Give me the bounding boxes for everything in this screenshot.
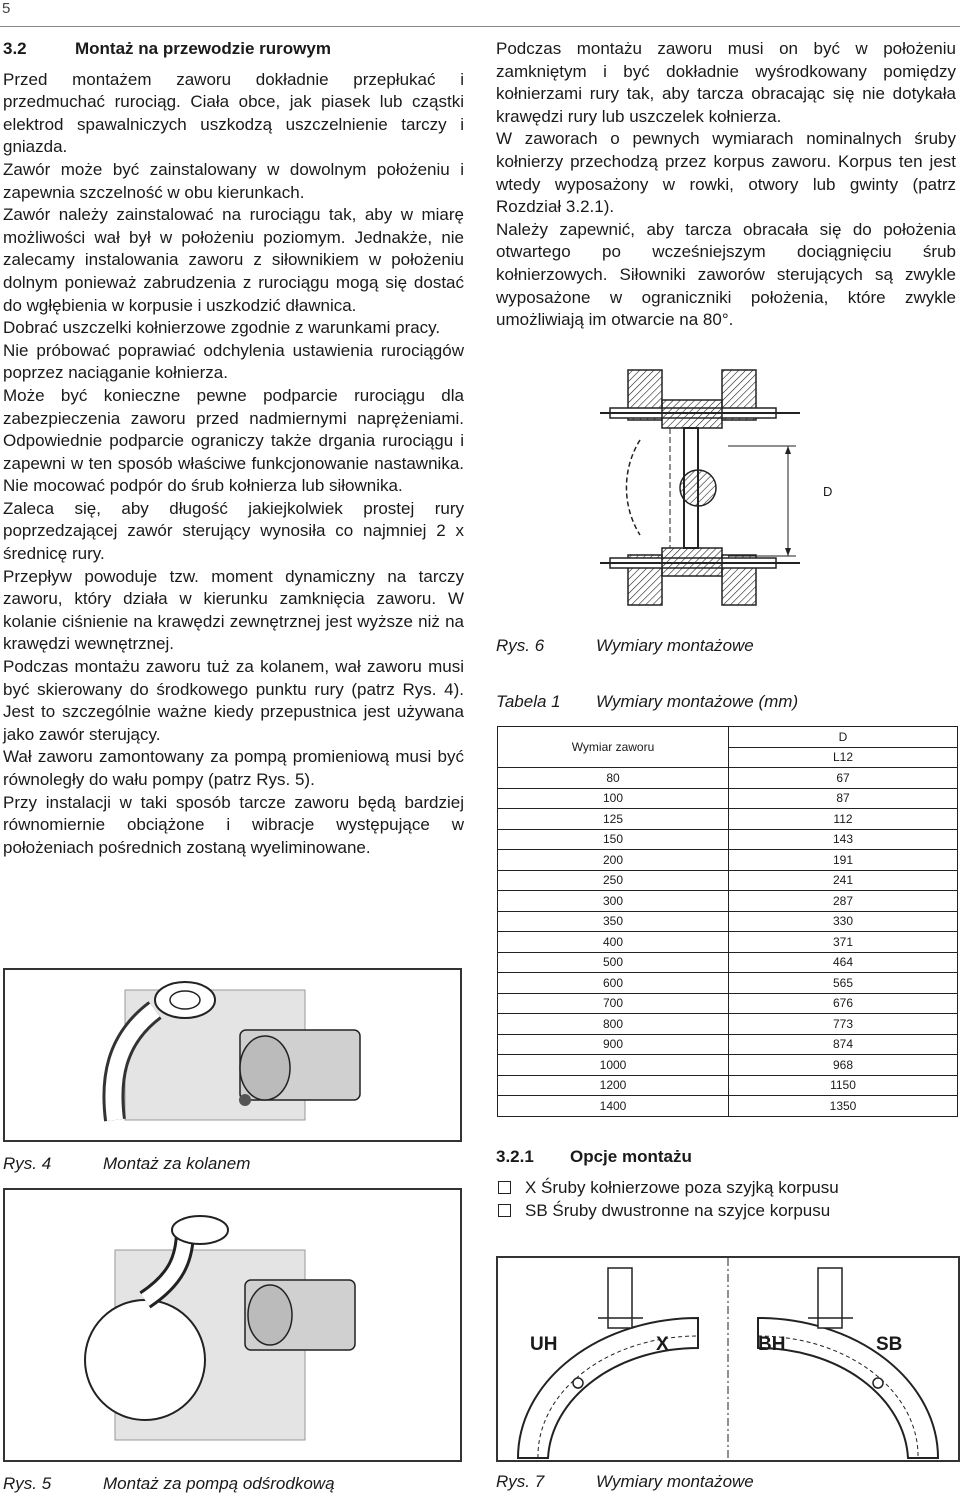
table-row (498, 850, 958, 871)
table-row (498, 1014, 958, 1035)
figure-number: Rys. 5 (3, 1474, 52, 1493)
paragraph: Przy instalacji w taki sposób tarcze zaworu będą bardziej równomiernie obciążone i wibracje występujące w położeniach pośrednich zostaną wyeliminowane. (3, 792, 464, 857)
table-row (498, 952, 958, 973)
table-cell: 330 (729, 911, 958, 932)
table-number: Tabela 1 (496, 692, 561, 711)
paragraph: Nie próbować poprawiać odchylenia ustawienia rurociągów poprzez naciąganie kołnierza. (3, 340, 464, 383)
table-cell: 565 (729, 973, 958, 994)
paragraph: Przed montażem zaworu dokładnie przepłukać i przedmuchać rurociąg. Ciała obce, jak piasek lub cząstki elektrod spawalniczych uszkodzą uszczelnienie tarczy i gniazda. (3, 69, 464, 157)
table-row (498, 829, 958, 850)
paragraph: Wał zaworu zamontowany za pompą promieniową musi być równoległy do wału pompy (patrz Rys. 5). (3, 747, 464, 789)
mounting-options-drawing (498, 1258, 958, 1460)
table-row (498, 932, 958, 953)
table-row (498, 1096, 958, 1117)
figure-title: Montaż za pompą odśrodkową (103, 1474, 335, 1493)
table-cell: 350 (498, 911, 729, 932)
table-header-d: D (729, 727, 958, 748)
figure-4-frame (3, 968, 462, 1142)
label-sb: SB (876, 1334, 903, 1355)
table-cell: 300 (498, 891, 729, 912)
table-row (498, 993, 958, 1014)
figure-number: Rys. 7 (496, 1472, 545, 1491)
mounting-options (496, 1176, 839, 1222)
table-cell: 191 (729, 850, 958, 871)
table-cell: 100 (498, 788, 729, 809)
table-cell: 80 (498, 768, 729, 789)
paragraph: Przepływ powoduje tzw. moment dynamiczny na tarczy zaworu, który działa w kierunku zamknięcia zaworu. W kolanie ciśnienie na krawędzi zewnętrznej jest wyższe niż na krawędzi wewnętrznej. (3, 566, 464, 654)
checkbox-icon (498, 1181, 511, 1194)
paragraph: W zaworach o pewnych wymiarach nominalnych śruby kołnierzy przechodzą przez korpus zaworu. Korpus ten jest wtedy wyposażony w rowki, otwory lub gwinty (patrz Rozdział 3.2.1). (496, 129, 956, 217)
table-row (498, 809, 958, 830)
table-row (498, 788, 958, 809)
table-row (498, 911, 958, 932)
table-title: Wymiary montażowe (mm) (596, 692, 799, 711)
dimensions-table (497, 726, 958, 1117)
table-cell: 200 (498, 850, 729, 871)
table-cell: 700 (498, 993, 729, 1014)
option-item (496, 1176, 839, 1199)
pump-mounting-illustration (5, 1190, 460, 1460)
table-cell: 241 (729, 870, 958, 891)
figure-number: Rys. 6 (496, 636, 545, 655)
table-cell: 1150 (729, 1075, 958, 1096)
paragraph: Należy zapewnić, aby tarcza obracała się do położenia otwartego po wcześniejszym dociągnięciu śrub kołnierzowych. Siłowniki zaworów sterujących są zwykle wyposażone w ograniczniki położenia, które zwykle umożliwiają im otwarcie na 80°. (496, 219, 956, 330)
table-cell: 968 (729, 1055, 958, 1076)
table-row (498, 870, 958, 891)
table-cell: 287 (729, 891, 958, 912)
label-uh: UH (530, 1334, 558, 1355)
figure-title: Wymiary montażowe (596, 636, 754, 655)
table-cell: 874 (729, 1034, 958, 1055)
label-bh: BH (758, 1334, 786, 1355)
paragraph: Podczas montażu zaworu musi on być w położeniu zamkniętym i być dokładnie wyśrodkowany pomiędzy kołnierzami rury tak, aby tarcza obracając się nie dotykała krawędzi rury lub uszczelek kołnierza. (496, 39, 956, 126)
table-caption (496, 692, 798, 712)
table-cell: 1200 (498, 1075, 729, 1096)
table-cell: 143 (729, 829, 958, 850)
figure-7-frame (496, 1256, 960, 1462)
option-label: SB Śruby dwustronne na szyjce korpusu (525, 1201, 831, 1220)
option-item (496, 1199, 839, 1222)
table-cell: 676 (729, 993, 958, 1014)
section-heading (3, 38, 464, 61)
dimension-label: D (823, 484, 833, 499)
paragraph: Może być konieczne pewne podparcie rurociągu dla zabezpieczenia zaworu przed nadmiernymi naprężeniami. Odpowiednie podparcie ograniczy także drgania rurociągu i zapewni w ten sposób właściwe funkcjonowanie nastawnika. Nie mocować podpór do śrub kołnierza lub siłownika. (3, 385, 464, 496)
table-cell: 112 (729, 809, 958, 830)
table-cell: 250 (498, 870, 729, 891)
header-rule (0, 26, 960, 27)
figure-caption (496, 636, 754, 656)
section-title: Montaż na przewodzie rurowym (75, 39, 331, 58)
right-column (496, 38, 956, 332)
label-x: X (656, 1334, 669, 1355)
figure-5-frame (3, 1188, 462, 1462)
figure-caption (3, 1154, 250, 1174)
table-row (498, 1055, 958, 1076)
figure-title: Wymiary montażowe (596, 1472, 754, 1491)
subsection-heading (496, 1147, 692, 1167)
section-number: 3.2 (3, 39, 27, 58)
valve-section-drawing (600, 360, 800, 615)
table-cell: 464 (729, 952, 958, 973)
subsection-title: Opcje montażu (570, 1147, 692, 1166)
table-row (498, 891, 958, 912)
table-row (498, 1075, 958, 1096)
table-cell: 600 (498, 973, 729, 994)
table-cell: 87 (729, 788, 958, 809)
paragraph: Podczas montażu zaworu tuż za kolanem, wał zaworu musi być skierowany do środkowego punktu rury (patrz Rys. 4). Jest to szczególnie ważne kiedy przepustnica jest używana jako zawór sterujący. (3, 657, 464, 744)
figure-number: Rys. 4 (3, 1154, 52, 1173)
paragraph: Zawór może być zainstalowany w dowolnym położeniu i zapewnia szczelność w obu kierunkach. (3, 159, 464, 202)
figure-title: Montaż za kolanem (103, 1154, 251, 1173)
table-header-size: Wymiar zaworu (498, 727, 729, 768)
figure-caption (3, 1474, 335, 1494)
figure-caption (496, 1472, 754, 1492)
table-cell: 371 (729, 932, 958, 953)
table-cell: 900 (498, 1034, 729, 1055)
table-cell: 800 (498, 1014, 729, 1035)
left-column (3, 38, 464, 859)
table-cell: 773 (729, 1014, 958, 1035)
page-number: 5 (2, 0, 11, 17)
table-cell: 500 (498, 952, 729, 973)
subsection-number: 3.2.1 (496, 1147, 534, 1166)
option-label: X Śruby kołnierzowe poza szyjką korpusu (525, 1178, 839, 1197)
table-cell: 1350 (729, 1096, 958, 1117)
paragraph: Zawór należy zainstalować na rurociągu tak, aby w miarę możliwości wał był w położeniu poziomym. Jednakże, nie zalecamy instalowania zaworu z siłownikiem w położeniu dolnym ponieważ zabrudzenia z rurociągu mogą się dostać do wgłębienia w korpusie i uszkodzić dławnica. (3, 205, 464, 315)
table-cell: 1000 (498, 1055, 729, 1076)
elbow-mounting-illustration (5, 970, 460, 1140)
paragraph: Dobrać uszczelki kołnierzowe zgodnie z warunkami pracy. (3, 318, 441, 338)
table-cell: 1400 (498, 1096, 729, 1117)
checkbox-icon (498, 1204, 511, 1217)
table-row (498, 1034, 958, 1055)
paragraph: Zaleca się, aby długość jakiejkolwiek prostej rury poprzedzającej zawór sterujący wynosiła co najmniej 2 x średnicę rury. (3, 498, 464, 564)
table-header-l12: L12 (729, 747, 958, 768)
table-row (498, 768, 958, 789)
table-cell: 150 (498, 829, 729, 850)
table-cell: 400 (498, 932, 729, 953)
table-cell: 125 (498, 809, 729, 830)
table-row (498, 973, 958, 994)
table-cell: 67 (729, 768, 958, 789)
